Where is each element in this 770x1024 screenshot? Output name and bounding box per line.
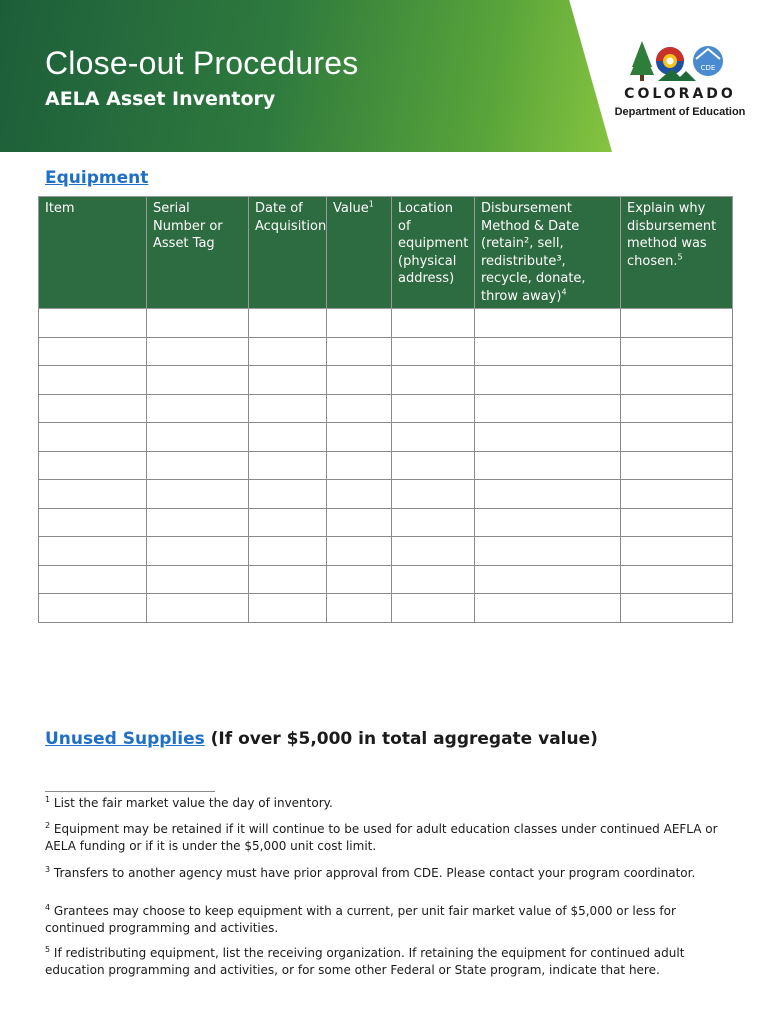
table-cell[interactable] xyxy=(327,423,392,452)
table-cell[interactable] xyxy=(621,366,733,395)
table-cell[interactable] xyxy=(39,309,147,338)
table-cell[interactable] xyxy=(147,451,249,480)
table-cell[interactable] xyxy=(621,423,733,452)
table-row xyxy=(39,508,733,537)
header-banner xyxy=(0,0,770,152)
table-cell[interactable] xyxy=(475,337,621,366)
table-cell[interactable] xyxy=(39,451,147,480)
footnote xyxy=(45,945,725,979)
table-cell[interactable] xyxy=(327,594,392,623)
unused-supplies-link[interactable]: Unused Supplies xyxy=(45,729,205,749)
table-cell[interactable] xyxy=(39,537,147,566)
table-cell[interactable] xyxy=(39,480,147,509)
table-cell[interactable] xyxy=(147,565,249,594)
table-cell[interactable] xyxy=(249,366,327,395)
table-cell[interactable] xyxy=(39,565,147,594)
table-cell[interactable] xyxy=(147,508,249,537)
equipment-heading-link[interactable]: Equipment xyxy=(45,168,149,188)
table-cell[interactable] xyxy=(249,309,327,338)
table-cell[interactable] xyxy=(147,309,249,338)
column-header xyxy=(249,197,327,309)
footnote-text: Grantees may choose to keep equipment with a current, per unit fair market value of $5,000 or less for continued programming and activities. xyxy=(45,904,676,935)
column-header xyxy=(327,197,392,309)
footnote-number: 5 xyxy=(45,945,51,954)
table-cell[interactable] xyxy=(475,394,621,423)
footnote-text: Transfers to another agency must have prior approval from CDE. Please contact your program coordinator. xyxy=(50,866,696,880)
table-cell[interactable] xyxy=(621,337,733,366)
footnote xyxy=(45,865,725,882)
footnote xyxy=(45,821,725,855)
table-cell[interactable] xyxy=(147,337,249,366)
table-cell[interactable] xyxy=(249,451,327,480)
equipment-table xyxy=(38,196,733,623)
table-cell[interactable] xyxy=(621,480,733,509)
table-row xyxy=(39,423,733,452)
footnote-ref: 1 xyxy=(368,199,374,209)
table-cell[interactable] xyxy=(475,537,621,566)
table-cell[interactable] xyxy=(147,537,249,566)
table-cell[interactable] xyxy=(392,565,475,594)
table-cell[interactable] xyxy=(475,480,621,509)
table-cell[interactable] xyxy=(327,451,392,480)
column-header-label: Item xyxy=(45,201,75,216)
table-cell[interactable] xyxy=(249,337,327,366)
table-cell[interactable] xyxy=(249,565,327,594)
page-title: Close-out Procedures xyxy=(45,45,359,81)
table-cell[interactable] xyxy=(475,423,621,452)
table-cell[interactable] xyxy=(475,565,621,594)
column-header-label: Location of equipment (physical address) xyxy=(398,201,469,286)
table-cell[interactable] xyxy=(327,537,392,566)
table-cell[interactable] xyxy=(249,480,327,509)
table-cell[interactable] xyxy=(147,394,249,423)
footnote xyxy=(45,903,725,937)
table-cell[interactable] xyxy=(249,594,327,623)
unused-supplies-heading xyxy=(45,729,598,749)
table-cell[interactable] xyxy=(249,508,327,537)
table-cell[interactable] xyxy=(327,508,392,537)
table-cell[interactable] xyxy=(327,394,392,423)
table-cell[interactable] xyxy=(392,337,475,366)
table-cell[interactable] xyxy=(621,508,733,537)
table-header-row xyxy=(39,197,733,309)
table-cell[interactable] xyxy=(147,480,249,509)
table-row xyxy=(39,394,733,423)
table-cell[interactable] xyxy=(392,480,475,509)
table-cell[interactable] xyxy=(392,366,475,395)
column-header xyxy=(621,197,733,309)
table-cell[interactable] xyxy=(475,366,621,395)
table-row xyxy=(39,337,733,366)
cde-logo xyxy=(600,30,760,130)
logo-wordmark: COLORADO xyxy=(624,86,736,102)
column-header xyxy=(392,197,475,309)
column-header xyxy=(475,197,621,309)
table-cell[interactable] xyxy=(327,309,392,338)
table-cell[interactable] xyxy=(39,366,147,395)
footnote-number: 4 xyxy=(45,903,51,912)
table-body xyxy=(39,309,733,623)
table-cell[interactable] xyxy=(475,508,621,537)
table-cell[interactable] xyxy=(249,423,327,452)
table-cell[interactable] xyxy=(621,394,733,423)
unused-supplies-note: (If over $5,000 in total aggregate value) xyxy=(210,729,598,749)
table-cell[interactable] xyxy=(39,508,147,537)
table-cell[interactable] xyxy=(327,480,392,509)
table-cell[interactable] xyxy=(39,594,147,623)
colorado-logo-icon xyxy=(628,37,728,85)
table-cell[interactable] xyxy=(621,537,733,566)
footnote-text: If redistributing equipment, list the receiving organization. If retaining the equipment for continued adult education programming and activities, or for some other Federal or State program, indicate that here. xyxy=(45,946,685,977)
table-cell[interactable] xyxy=(621,594,733,623)
column-header-label: Explain why disbursement method was chosen. xyxy=(627,201,717,269)
table-cell[interactable] xyxy=(475,594,621,623)
table-row xyxy=(39,594,733,623)
table-row xyxy=(39,366,733,395)
page-subtitle: AELA Asset Inventory xyxy=(45,88,276,110)
table-cell[interactable] xyxy=(621,565,733,594)
table-cell[interactable] xyxy=(147,594,249,623)
column-header-label: Serial Number or Asset Tag xyxy=(153,201,223,251)
table-row xyxy=(39,451,733,480)
cde-badge-text: CDE xyxy=(700,64,716,72)
table-cell[interactable] xyxy=(392,423,475,452)
table-cell[interactable] xyxy=(392,451,475,480)
table-row xyxy=(39,309,733,338)
table-cell[interactable] xyxy=(392,508,475,537)
column-header-label: Disbursement Method & Date (retain², sell, redistribute³, recycle, donate, throw away) xyxy=(481,201,586,304)
table-cell[interactable] xyxy=(392,537,475,566)
table-cell[interactable] xyxy=(392,394,475,423)
footnote-number: 2 xyxy=(45,821,51,830)
table-cell[interactable] xyxy=(621,309,733,338)
footnote-text: List the fair market value the day of inventory. xyxy=(50,796,333,810)
column-header-label: Value xyxy=(333,201,369,216)
table-cell[interactable] xyxy=(327,337,392,366)
footnote-ref: 4 xyxy=(561,287,567,297)
column-header xyxy=(147,197,249,309)
table-row xyxy=(39,537,733,566)
table-cell[interactable] xyxy=(475,309,621,338)
table-cell[interactable] xyxy=(39,423,147,452)
table-cell[interactable] xyxy=(249,394,327,423)
column-header-label: Date of Acquisition xyxy=(255,201,327,234)
column-header xyxy=(39,197,147,309)
table-cell[interactable] xyxy=(249,537,327,566)
footnote-text: Equipment may be retained if it will continue to be used for adult education classes under continued AEFLA or AELA funding or if it is under the $5,000 unit cost limit. xyxy=(45,822,718,853)
table-cell[interactable] xyxy=(39,394,147,423)
footnote-number: 1 xyxy=(45,795,51,804)
table-row xyxy=(39,565,733,594)
table-cell[interactable] xyxy=(327,366,392,395)
table-cell[interactable] xyxy=(621,451,733,480)
footnote-number: 3 xyxy=(45,865,51,874)
footnote-ref: 5 xyxy=(677,252,683,262)
footnote xyxy=(45,795,725,812)
table-cell[interactable] xyxy=(392,594,475,623)
table-cell[interactable] xyxy=(147,366,249,395)
table-cell[interactable] xyxy=(392,309,475,338)
table-row xyxy=(39,480,733,509)
logo-department: Department of Education xyxy=(614,106,746,118)
table-cell[interactable] xyxy=(39,337,147,366)
table-cell[interactable] xyxy=(147,423,249,452)
footnote-divider xyxy=(45,791,215,792)
table-cell[interactable] xyxy=(327,565,392,594)
table-cell[interactable] xyxy=(475,451,621,480)
